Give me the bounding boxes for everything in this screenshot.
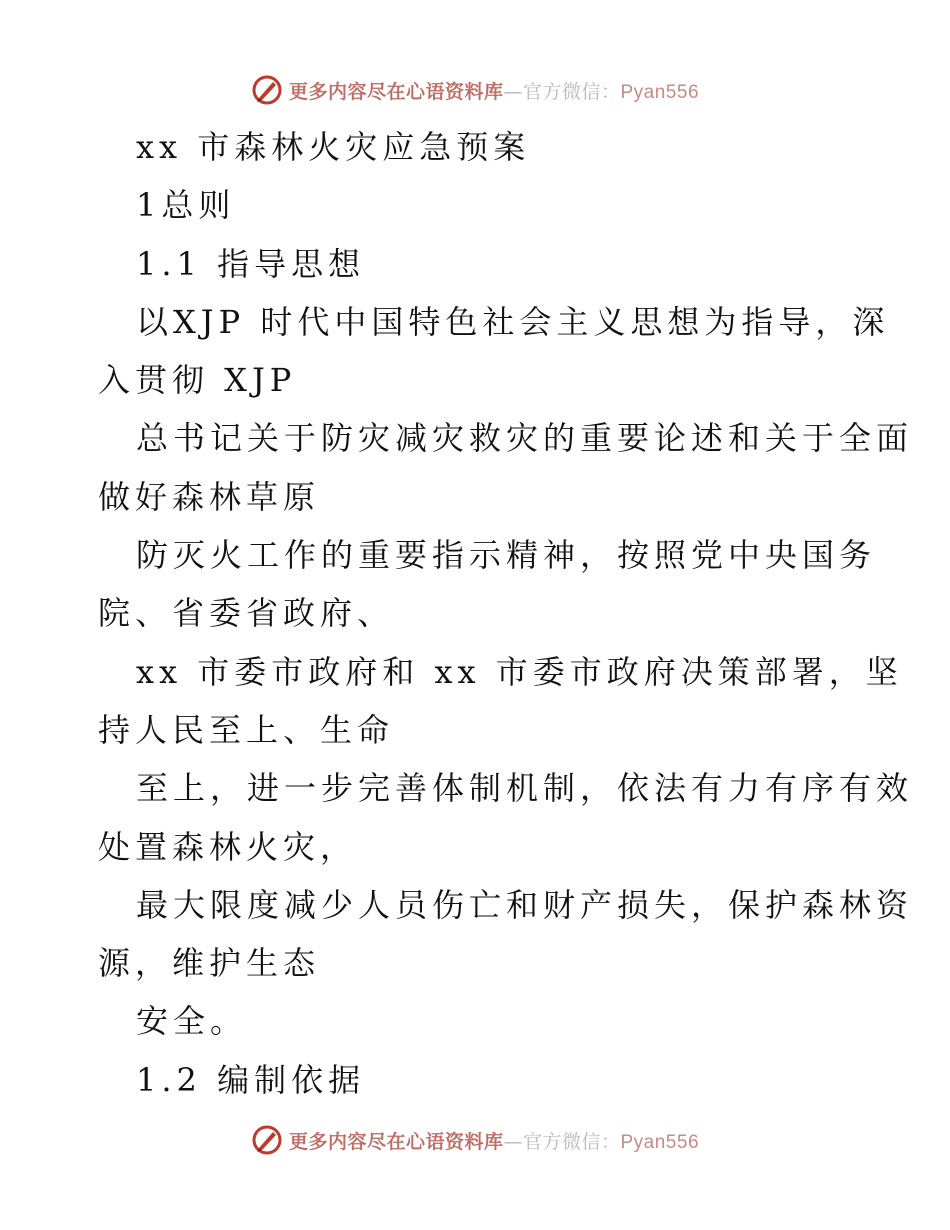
watermark-brand: 更多内容尽在心语资料库 [288,1130,504,1153]
watermark-dash: — [503,80,523,103]
watermark-brand: 更多内容尽在心语资料库 [288,80,504,103]
watermark-label: 官方微信： [522,80,621,103]
document-line: 做好森林草原 [98,477,321,516]
watermark-label: 官方微信： [522,1130,621,1153]
document-line: 防灭火工作的重要指示精神，按照党中央国务 [136,536,877,575]
document-body [98,118,914,1109]
document-line: 以XJP 时代中国特色社会主义思想为指导，深 [136,302,890,341]
document-line: xx 市委市政府和 xx 市委市政府决策部署，坚 [136,652,903,691]
watermark-text [289,1127,699,1154]
document-line: 至上，进一步完善体制机制，依法有力有序有效 [136,769,914,808]
document-line: 1.2 编制依据 [136,1060,366,1099]
pen-logo-icon [251,1124,283,1156]
watermark-header [0,70,950,110]
document-line: 源，维护生态 [98,944,321,983]
document-line: 安全。 [136,1002,248,1041]
document-line: 1.1 指导思想 [136,244,366,283]
document-line: 处置森林火灾， [98,827,358,866]
document-line: 最大限度减少人员伤亡和财产损失，保护森林资 [136,885,914,924]
watermark-id: Pyan556 [620,81,700,103]
watermark-footer [0,1120,950,1160]
pen-logo-icon [251,74,283,106]
document-line: 院、省委省政府、 [98,594,395,633]
document-line: 1总则 [136,186,236,225]
document-line: 持人民至上、生命 [98,710,395,749]
watermark-dash: — [503,1130,523,1153]
document-line: 总书记关于防灾减灾救灾的重要论述和关于全面 [136,419,914,458]
document-line: 入贯彻 XJP [98,361,297,400]
watermark-id: Pyan556 [620,1131,700,1153]
watermark-text [289,77,699,104]
document-line: xx 市森林火灾应急预案 [136,128,531,166]
